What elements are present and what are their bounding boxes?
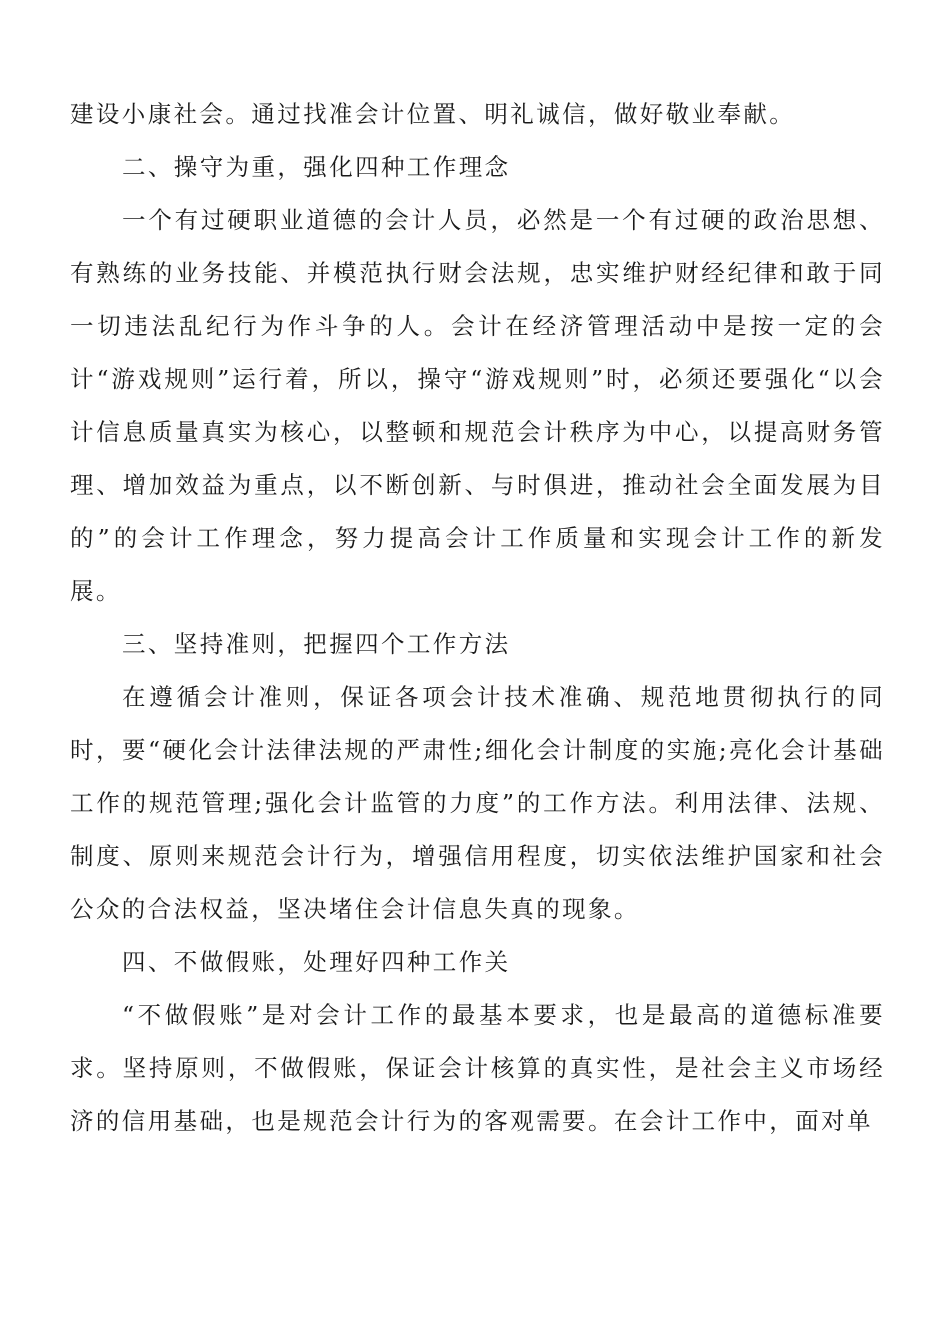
paragraph-body: 在遵循会计准则，保证各项会计技术准确、规范地贯彻执行的同时，要“硬化会计法律法规的严肃性;细化会计制度的实施;亮化会计基础工作的规范管理;强化会计监管的力度”的工作方法。利用法律、法规、制度、原则来规范会计行为，增强信用程度，切实依法维护国家和社会公众的合法权益，坚决堵住会计信息失真的现象。 (70, 683, 885, 923)
document-body (70, 88, 885, 1148)
paragraph-continuation: 建设小康社会。通过找准会计位置、明礼诚信，做好敬业奉献。 (70, 100, 796, 128)
paragraph-body: 一个有过硬职业道德的会计人员，必然是一个有过硬的政治思想、有熟练的业务技能、并模范执行财会法规，忠实维护财经纪律和敢于同一切违法乱纪行为作斗争的人。会计在经济管理活动中是按一定的会计“游戏规则”运行着，所以，操守“游戏规则”时，必须还要强化“以会计信息质量真实为核心，以整顿和规范会计秩序为中心，以提高财务管理、增加效益为重点，以不断创新、与时俱进，推动社会全面发展为目的”的会计工作理念，努力提高会计工作质量和实现会计工作的新发展。 (70, 206, 885, 605)
section-heading-4: 四、不做假账，处理好四种工作关 (122, 948, 511, 976)
section-heading-2: 二、操守为重，强化四种工作理念 (122, 153, 511, 181)
section-heading-3: 三、坚持准则，把握四个工作方法 (122, 630, 511, 658)
paragraph-body: “不做假账”是对会计工作的最基本要求，也是最高的道德标准要求。坚持原则，不做假账，保证会计核算的真实性，是社会主义市场经济的信用基础，也是规范会计行为的客观需要。在会计工作中，面对单 (70, 1001, 885, 1135)
